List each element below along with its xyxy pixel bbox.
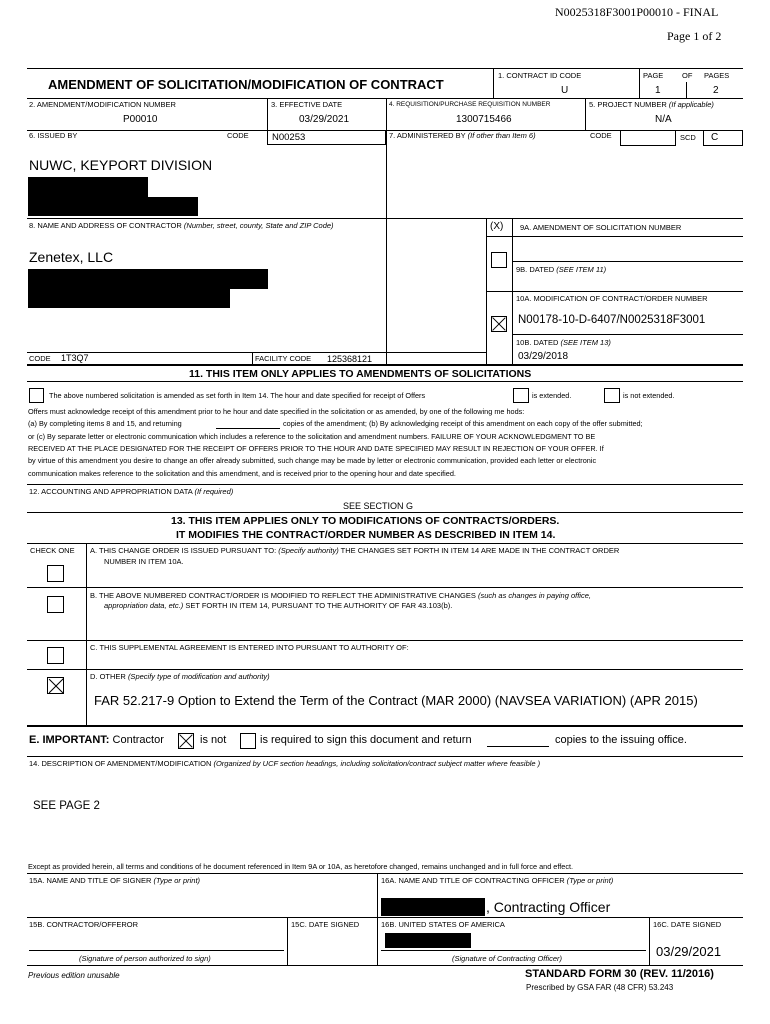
item13d-checkbox-checked[interactable] bbox=[47, 677, 64, 694]
item11-line1: The above numbered solicitation is amended as set forth in Item 14. The hour and date specified for receipt of Offers bbox=[49, 391, 426, 400]
officer-date-signed-value: 03/29/2021 bbox=[656, 944, 722, 959]
item13d-value: FAR 52.217-9 Option to Extend the Term of the Contract (MAR 2000) (NAVSEA VARIATION) (APR 2015) bbox=[94, 693, 698, 708]
item13b-checkbox[interactable] bbox=[47, 596, 64, 613]
item13d-text: D. OTHER (Specify type of modification and authority) bbox=[90, 672, 270, 681]
is-extended-checkbox[interactable] bbox=[513, 388, 529, 403]
issued-by-code-value: N00253 bbox=[272, 132, 306, 143]
x-column-label: (X) bbox=[490, 221, 504, 232]
is-not-extended-checkbox[interactable] bbox=[604, 388, 620, 403]
item11-title: 11. THIS ITEM ONLY APPLIES TO AMENDMENTS OF SOLICITATIONS bbox=[189, 368, 532, 380]
contractor-signature-caption: (Signature of person authorized to sign) bbox=[79, 954, 211, 963]
copies-label: copies to the issuing office. bbox=[555, 734, 687, 746]
item13b-text-1: B. THE ABOVE NUMBERED CONTRACT/ORDER IS MODIFIED TO REFLECT THE ADMINISTRATIVE CHANGES (such as changes in paying office, bbox=[90, 591, 591, 600]
project-number-value: N/A bbox=[655, 114, 672, 125]
item13-title-2: IT MODIFIES THE CONTRACT/ORDER NUMBER AS DESCRIBED IN ITEM 14. bbox=[176, 529, 556, 541]
item11-para-2a: (a) By completing items 8 and 15, and returning bbox=[28, 419, 182, 428]
contractor-name-label: 8. NAME AND ADDRESS OF CONTRACTOR (Number, street, county, State and ZIP Code) bbox=[29, 221, 334, 230]
page-number: Page 1 of 2 bbox=[667, 29, 722, 43]
previous-edition-text: Previous edition unusable bbox=[28, 971, 120, 980]
modification-checkbox-checked[interactable] bbox=[491, 316, 507, 332]
item13b-text-2: appropriation data, etc.) SET FORTH IN ITEM 14, PURSUANT TO THE AUTHORITY OF FAR 43.103(b). bbox=[104, 601, 453, 610]
item13c-checkbox[interactable] bbox=[47, 647, 64, 664]
redacted-contractor-address-1 bbox=[28, 269, 268, 289]
item13a-text-1: A. THIS CHANGE ORDER IS ISSUED PURSUANT TO: (Specify authority) THE CHANGES SET FORTH IN ITEM 14 ARE MADE IN THE CONTRACT ORDER bbox=[90, 546, 620, 555]
modification-number-value: N00178-10-D-6407/N0025318F3001 bbox=[518, 314, 706, 326]
item11-para-5: by virtue of this amendment you desire to change an offer already submitted, such change may be made by letter or electronic communication, provided each letter or electronic bbox=[28, 456, 597, 465]
item11-amended-checkbox[interactable] bbox=[29, 388, 44, 403]
administered-by-code-label: CODE bbox=[590, 131, 612, 140]
administered-by-label: 7. ADMINISTERED BY (If other than Item 6) bbox=[389, 131, 536, 140]
facility-code-value: 125368121 bbox=[327, 354, 373, 364]
contractor-offeror-label: 15B. CONTRACTOR/OFFEROR bbox=[29, 920, 139, 929]
prescribed-by-text: Prescribed by GSA FAR (48 CFR) 53.243 bbox=[526, 983, 674, 992]
redacted-issuer-address-2 bbox=[28, 197, 198, 216]
pages-label: PAGES bbox=[704, 71, 730, 80]
issued-by-label: 6. ISSUED BY bbox=[29, 131, 78, 140]
item11-para-6: communication makes reference to the solicitation and this amendment, and is received prior to the opening hour and date specified. bbox=[28, 469, 456, 478]
requisition-number-value: 1300715466 bbox=[456, 114, 512, 125]
contractor-code-label: CODE bbox=[29, 354, 51, 363]
solicitation-number-label: 9A. AMENDMENT OF SOLICITATION NUMBER bbox=[520, 223, 682, 232]
except-text: Except as provided herein, all terms and conditions of he document referenced in Item 9A or 10A, as heretofore changed, remains unchanged and in full force and effect. bbox=[28, 862, 574, 871]
item11-para-4: RECEIVED AT THE PLACE DESIGNATED FOR THE RECEIPT OF OFFERS PRIOR TO THE HOUR AND DATE SPECIFIED MAY RESULT IN REJECTION OF YOUR OFFER. If bbox=[28, 444, 604, 453]
is-not-label: is not bbox=[200, 734, 227, 746]
amendment-number-value: P00010 bbox=[123, 114, 158, 125]
item13-title-1: 13. THIS ITEM APPLIES ONLY TO MODIFICATIONS OF CONTRACTS/ORDERS. bbox=[171, 515, 560, 527]
document-id: N0025318F3001P00010 - FINAL bbox=[555, 5, 719, 19]
contract-id-code-label: 1. CONTRACT ID CODE bbox=[498, 71, 582, 80]
issued-by-code-label: CODE bbox=[227, 131, 249, 140]
item11-para-1: Offers must acknowledge receipt of this amendment prior to he hour and date specified in the solicitation or as amended, by one of the following me hods: bbox=[28, 407, 525, 416]
contracting-officer-name-label: 16A. NAME AND TITLE OF CONTRACTING OFFICER (Type or print) bbox=[381, 876, 614, 885]
important-line: E. IMPORTANT: Contractor bbox=[29, 734, 164, 746]
issued-by-value: NUWC, KEYPORT DIVISION bbox=[29, 157, 213, 173]
contractor-code-value: 1T3Q7 bbox=[61, 353, 89, 363]
solicitation-dated-label: 9B. DATED (SEE ITEM 11) bbox=[516, 265, 607, 274]
form-title: AMENDMENT OF SOLICITATION/MODIFICATION OF CONTRACT bbox=[48, 77, 444, 92]
redacted-issuer-address-1 bbox=[28, 177, 148, 197]
of-label: OF bbox=[682, 71, 693, 80]
contractor-date-signed-label: 15C. DATE SIGNED bbox=[291, 920, 360, 929]
item11-para-3: or (c) By separate letter or electronic communication which includes a reference to the solicitation and amendment numbers. FAILURE OF YOUR ACKNOWLEDGMENT TO BE bbox=[28, 432, 596, 441]
modification-number-label: 10A. MODIFICATION OF CONTRACT/ORDER NUMBER bbox=[516, 294, 708, 303]
redacted-contracting-officer-name bbox=[381, 898, 485, 916]
signer-name-label: 15A. NAME AND TITLE OF SIGNER (Type or print) bbox=[29, 876, 201, 885]
modification-dated-value: 03/29/2018 bbox=[518, 351, 569, 362]
is-required-checkbox[interactable] bbox=[240, 733, 256, 749]
amendment-number-label: 2. AMENDMENT/MODIFICATION NUMBER bbox=[29, 100, 176, 109]
scd-label: SCD bbox=[680, 133, 696, 142]
redacted-officer-signature bbox=[385, 933, 471, 948]
item13a-checkbox[interactable] bbox=[47, 565, 64, 582]
contract-id-code-value: U bbox=[561, 85, 569, 96]
contractor-name-value: Zenetex, LLC bbox=[29, 249, 114, 265]
effective-date-label: 3. EFFECTIVE DATE bbox=[271, 100, 343, 109]
description-label: 14. DESCRIPTION OF AMENDMENT/MODIFICATION (Organized by UCF section headings, including solicitation/contract subject matter where feasible ) bbox=[29, 759, 541, 768]
page-label: PAGE bbox=[643, 71, 664, 80]
accounting-data-label: 12. ACCOUNTING AND APPROPRIATION DATA (If required) bbox=[29, 487, 234, 496]
effective-date-value: 03/29/2021 bbox=[299, 114, 350, 125]
is-required-label: is required to sign this document and return bbox=[260, 734, 472, 746]
scd-value: C bbox=[711, 132, 719, 143]
solicitation-checkbox[interactable] bbox=[491, 252, 507, 268]
is-not-extended-label: is not extended. bbox=[623, 391, 675, 400]
officer-signature-caption: (Signature of Contracting Officer) bbox=[452, 954, 563, 963]
united-states-label: 16B. UNITED STATES OF AMERICA bbox=[381, 920, 505, 929]
contracting-officer-title: , Contracting Officer bbox=[486, 899, 611, 915]
accounting-data-value: SEE SECTION G bbox=[343, 501, 414, 511]
pages-value: 2 bbox=[713, 85, 719, 96]
item13a-text-2: NUMBER IN ITEM 10A. bbox=[104, 557, 184, 566]
is-extended-label: is extended. bbox=[532, 391, 572, 400]
modification-dated-label: 10B. DATED (SEE ITEM 13) bbox=[516, 338, 611, 347]
page-value: 1 bbox=[655, 85, 661, 96]
item11-para-2b: copies of the amendment; (b) By acknowledging receipt of this amendment on each copy of the offer submitted; bbox=[283, 419, 643, 428]
requisition-number-label: 4. REQUISITION/PURCHASE REQUISITION NUMBER bbox=[389, 101, 551, 108]
redacted-contractor-address-2 bbox=[28, 289, 230, 308]
project-number-label: 5. PROJECT NUMBER (If applicable) bbox=[589, 100, 714, 109]
officer-date-signed-label: 16C. DATE SIGNED bbox=[653, 920, 722, 929]
description-value: SEE PAGE 2 bbox=[33, 800, 100, 812]
facility-code-label: FACILITY CODE bbox=[255, 354, 312, 363]
is-not-required-checkbox-checked[interactable] bbox=[178, 733, 194, 749]
item13c-text: C. THIS SUPPLEMENTAL AGREEMENT IS ENTERED INTO PURSUANT TO AUTHORITY OF: bbox=[90, 643, 409, 652]
check-one-label: CHECK ONE bbox=[30, 546, 75, 555]
standard-form-number: STANDARD FORM 30 (REV. 11/2016) bbox=[525, 968, 714, 980]
